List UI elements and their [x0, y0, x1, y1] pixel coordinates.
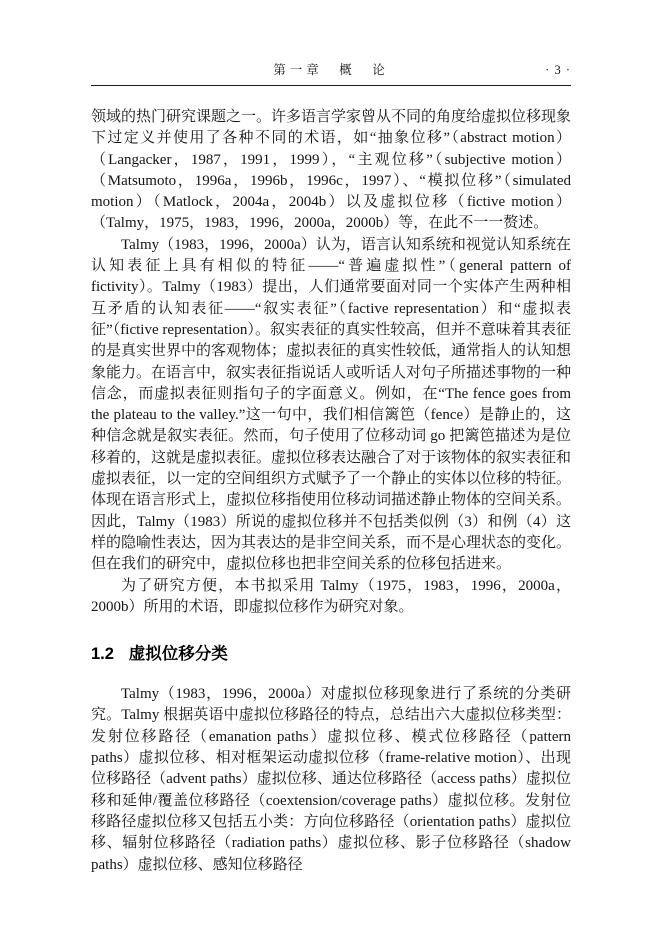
- running-header: [91, 62, 571, 86]
- section-title: 虚拟位移分类: [128, 645, 228, 664]
- chapter-title: 第一章 概 论: [273, 63, 389, 77]
- paragraph: Talmy（1983，1996，2000a）认为，语言认知系统和视觉认知系统在认知表征上具有相似的特征——“普遍虚拟性”（general pattern of fictivity）。Talmy（1983）提出，人们通常要面对同一个实体产生两种相互矛盾的认知表征——“叙实表征”（factive representation）和“虚拟表征”（fictive representation）。叙实表征的真实性较高，但并不意味着其表征的是真实世界中的客观物体；虚拟表征的真实性较低，通常指人的认知想象能力。在语言中，叙实表征指说话人或听话人对句子所描述事物的一种信念，而虚拟表征则指句子的字面意义。例如，在“The fence goes from the plateau to the valley.”这一句中，我们相信篱笆（fence）是静止的，这种信念就是叙实表征。然而，句子使用了位移动词 go 把篱笆描述为是位移着的，这就是虚拟表征。虚拟位移表达融合了对于该物体的叙实表征和虚拟表征，以一定的空间组织方式赋予了一个静止的实体以位移的特征。体现在语言形式上，虚拟位移指使用位移动词描述静止物体的空间关系。因此，Talmy（1983）所说的虚拟位移并不包括类似例（3）和例（4）这样的隐喻性表达，因为其表达的是非空间关系，而不是心理状态的变化。但在我们的研究中，虚拟位移也把非空间关系的位移包括进来。: [91, 236, 572, 573]
- paragraph: Talmy（1983，1996，2000a）对虚拟位移现象进行了系统的分类研究。Talmy 根据英语中虚拟位移路径的特点，总结出六大虚拟位移类型：发射位移路径（emanation paths）虚拟位移、模式位移路径（pattern paths）虚拟位移、相对框架运动虚拟位移（frame-relative motion）、出现位移路径（advent paths）虚拟位移、通达位移路径（access paths）虚拟位移和延伸/覆盖位移路径（coextension/coverage paths）虚拟位移。发射位移路径虚拟位移又包括五小类：方向位移路径（orientation paths）虚拟位移、辐射位移路径（radiation paths）虚拟位移、影子位移路径（shadow paths）虚拟位移、感知位移路径: [91, 686, 571, 873]
- section-heading: [91, 643, 571, 665]
- paragraph: 为了研究方便，本书拟采用 Talmy（1975，1983，1996，2000a，2000b）所用的术语，即虚拟位移作为研究对象。: [91, 577, 571, 615]
- section-number: 1.2: [91, 645, 114, 664]
- page-number: · 3 ·: [545, 63, 571, 77]
- paragraph-continuation: 领域的热门研究课题之一。许多语言学家曾从不同的角度给虚拟位移现象下过定义并使用了各种不同的术语，如“抽象位移”（abstract motion）（Langacker，1987，1991，1999），“主观位移”（subjective motion）（Matsumoto，1996a，1996b，1996c，1997）、“模拟位移”（simulated motion）（Matlock，2004a，2004b）以及虚拟位移（fictive motion）（Talmy，1975，1983，1996，2000a，2000b）等，在此不一一赘述。: [91, 109, 572, 232]
- body-text: [91, 107, 571, 876]
